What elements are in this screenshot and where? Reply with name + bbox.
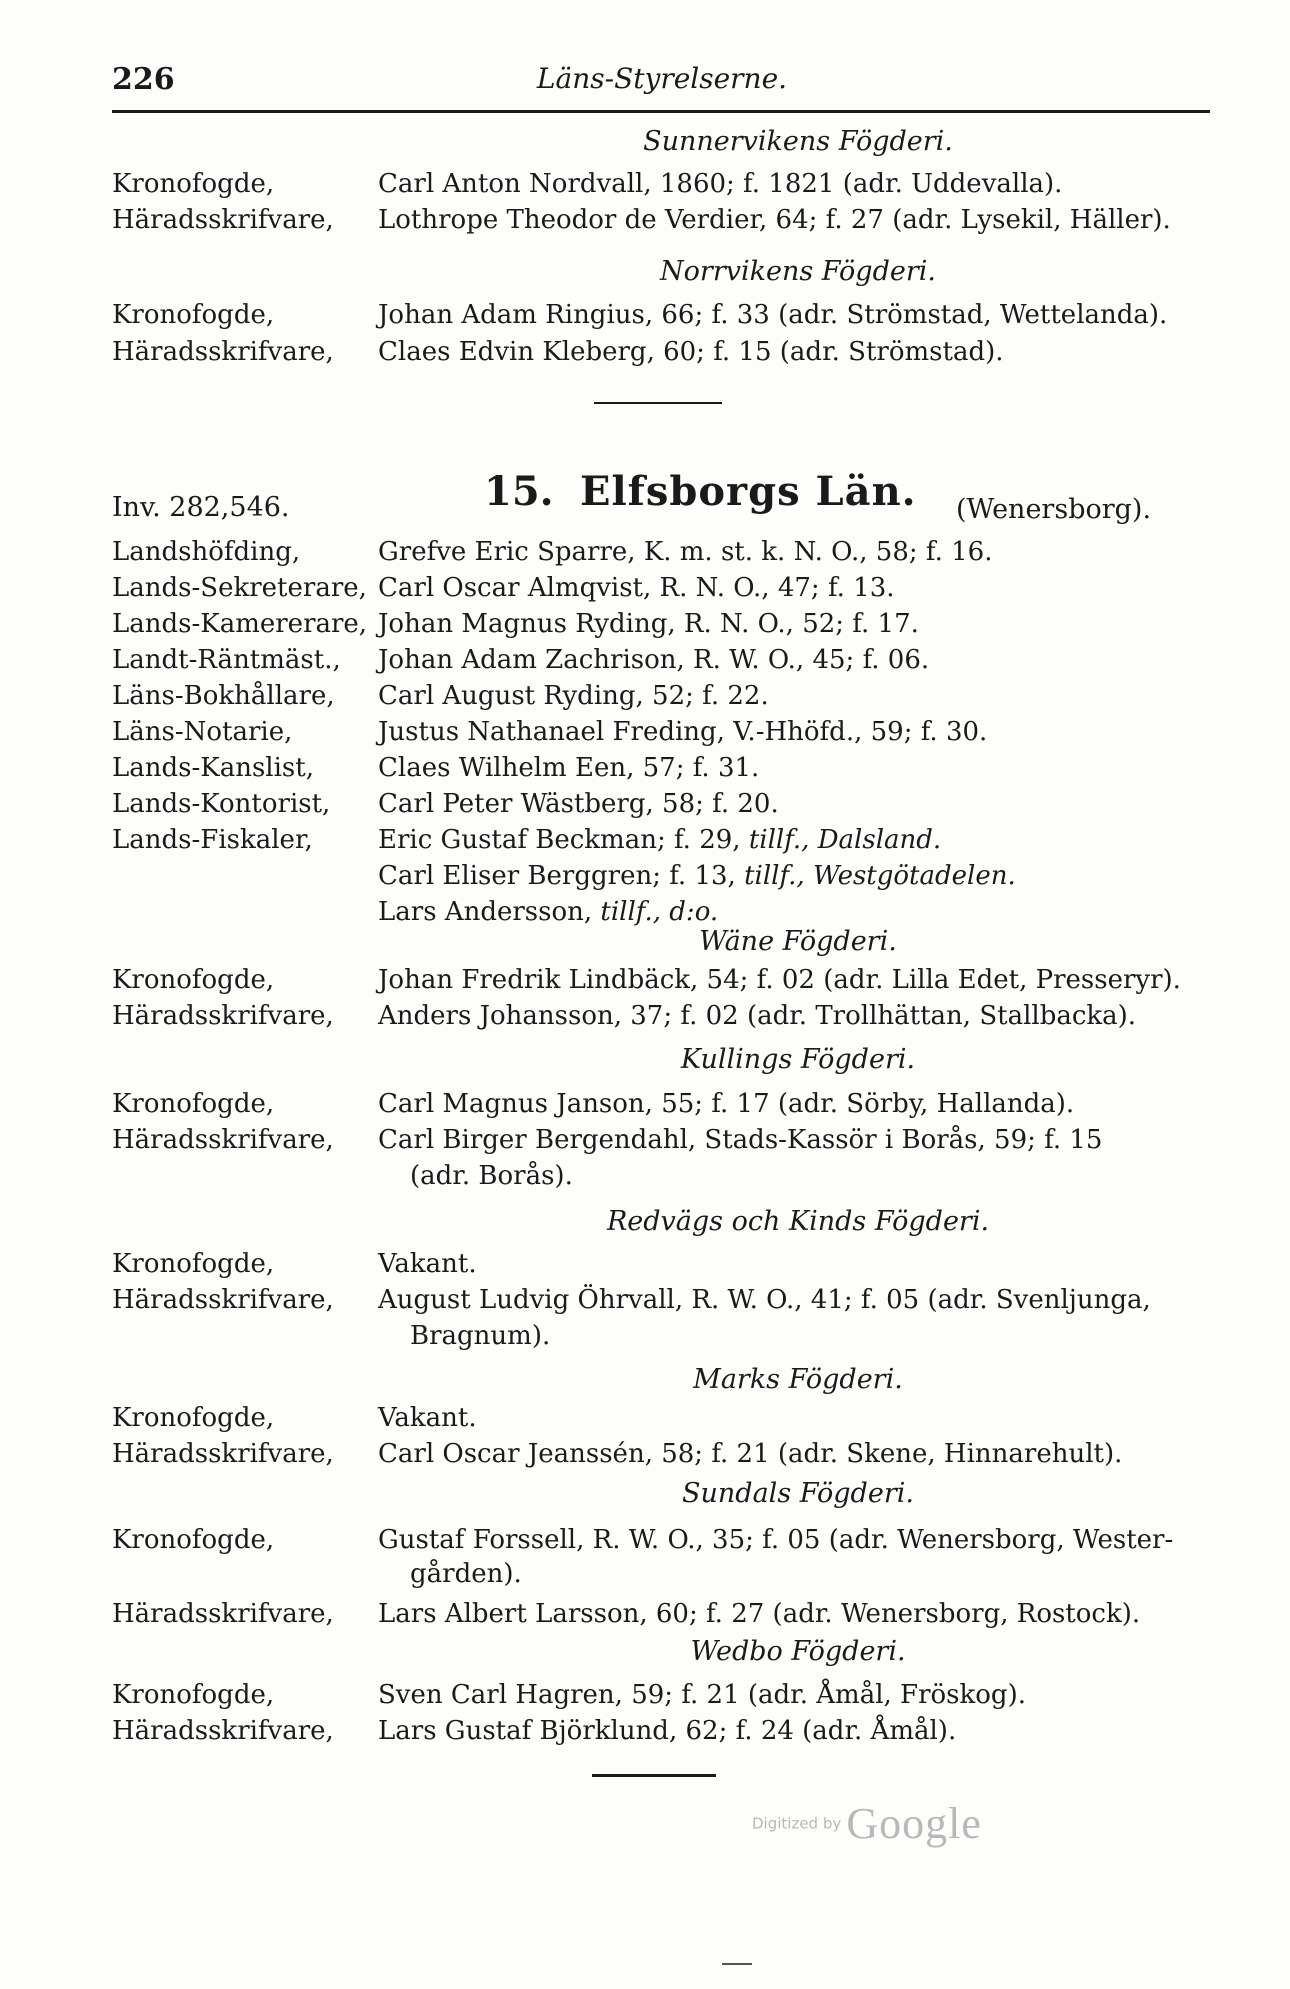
official-text: Johan Magnus Ryding, R. N. O., 52; f. 17.: [378, 609, 919, 639]
section-title-sunnervikens: Sunnervikens Fögderi.: [643, 126, 953, 157]
fiskal-text: Lars Andersson,: [378, 897, 593, 927]
official-label: Lands-Kamererare,: [112, 609, 368, 639]
entry-label: Kronofogde,: [112, 1089, 275, 1119]
entry-label: Kronofogde,: [112, 1525, 275, 1555]
entry-text: Carl Oscar Jeanssén, 58; f. 21 (adr. Skene, Hinnarehult).: [378, 1439, 1123, 1469]
entry-text: Lothrope Theodor de Verdier, 64; f. 27 (adr. Lysekil, Häller).: [378, 205, 1171, 235]
section-title-marks: Marks Fögderi.: [693, 1364, 903, 1395]
fiskal-note: tillf., d:o.: [600, 897, 719, 927]
entry-text: Sven Carl Hagren, 59; f. 21 (adr. Åmål, Fröskog).: [378, 1680, 1026, 1710]
official-text: Carl Peter Wästberg, 58; f. 20.: [378, 789, 779, 819]
entry-label: Häradsskrifvare,: [112, 1001, 334, 1031]
fiskal-text: Eric Gustaf Beckman; f. 29,: [378, 825, 741, 855]
entry-text: Lars Gustaf Björklund, 62; f. 24 (adr. Åmål).: [378, 1716, 957, 1746]
lan-seat: (Wenersborg).: [956, 494, 1152, 525]
official-label: Läns-Bokhållare,: [112, 681, 335, 711]
official-label: Läns-Notarie,: [112, 717, 293, 747]
official-text: Justus Nathanael Freding, V.-Hhöfd., 59; f. 30.: [378, 717, 988, 747]
fiskaler-label: Lands-Fiskaler,: [112, 825, 313, 855]
entry-text: Carl Birger Bergendahl, Stads-Kassör i Borås, 59; f. 15: [378, 1125, 1103, 1155]
official-text: Carl Oscar Almqvist, R. N. O., 47; f. 13.: [378, 573, 895, 603]
entry-label: Häradsskrifvare,: [112, 1125, 334, 1155]
entry-label: Kronofogde,: [112, 1403, 275, 1433]
entry-label: Häradsskrifvare,: [112, 205, 334, 235]
section-title-sundals: Sundals Fögderi.: [682, 1478, 914, 1509]
entry-label: Häradsskrifvare,: [112, 337, 334, 367]
official-label: Landt-Räntmäst.,: [112, 645, 341, 675]
entry-label: Häradsskrifvare,: [112, 1439, 334, 1469]
entry-text: Vakant.: [378, 1403, 477, 1433]
entry-label: Häradsskrifvare,: [112, 1285, 334, 1315]
entry-label: Häradsskrifvare,: [112, 1599, 334, 1629]
entry-label: Häradsskrifvare,: [112, 1716, 334, 1746]
section-title-kullings: Kullings Fögderi.: [680, 1044, 916, 1075]
fiskal-entry: [378, 820, 1218, 860]
entry-text: Vakant.: [378, 1249, 477, 1279]
entry-text: Carl Anton Nordvall, 1860; f. 1821 (adr. Uddevalla).: [378, 169, 1063, 199]
official-label: Lands-Kontorist,: [112, 789, 331, 819]
section-title-norrvikens: Norrvikens Fögderi.: [660, 256, 936, 287]
entry-text: Carl Magnus Janson, 55; f. 17 (adr. Sörby, Hallanda).: [378, 1089, 1075, 1119]
fiskal-entry: [378, 856, 1218, 896]
lan-title: Elfsborgs Län.: [580, 468, 917, 515]
entry-continuation: Bragnum).: [410, 1321, 551, 1351]
official-label: Lands-Sekreterare,: [112, 573, 367, 603]
official-text: Johan Adam Zachrison, R. W. O., 45; f. 06.: [378, 645, 930, 675]
page-number: 226: [112, 62, 175, 97]
entry-continuation: (adr. Borås).: [410, 1161, 573, 1191]
page-header: [112, 62, 1212, 112]
official-text: Carl August Ryding, 52; f. 22.: [378, 681, 769, 711]
entry-text: Gustaf Forssell, R. W. O., 35; f. 05 (adr. Wenersborg, Wester-: [378, 1525, 1174, 1555]
fiskal-note: tillf., Dalsland.: [748, 825, 942, 855]
lan-number: 15.: [484, 468, 554, 515]
entry-text: Anders Johansson, 37; f. 02 (adr. Trollhättan, Stallbacka).: [378, 1001, 1137, 1031]
fiskal-note: tillf., Westgötadelen.: [744, 861, 1016, 891]
entry-label: Kronofogde,: [112, 300, 275, 330]
entry-label: Kronofogde,: [112, 1249, 275, 1279]
section-title-redvags: Redvägs och Kinds Fögderi.: [606, 1206, 990, 1237]
entry-text: August Ludvig Öhrvall, R. W. O., 41; f. 05 (adr. Svenljunga,: [378, 1285, 1151, 1315]
official-label: Lands-Kanslist,: [112, 753, 314, 783]
section-title-wane: Wäne Fögderi.: [699, 926, 897, 957]
section-title-wedbo: Wedbo Fögderi.: [690, 1636, 906, 1667]
entry-continuation: gården).: [410, 1559, 522, 1589]
official-label: Landshöfding,: [112, 537, 301, 567]
digitized-watermark: [752, 1798, 982, 1849]
official-text: Claes Wilhelm Een, 57; f. 31.: [378, 753, 760, 783]
section-divider: [592, 1774, 716, 1777]
entry-text: Claes Edvin Kleberg, 60; f. 15 (adr. Strömstad).: [378, 337, 1004, 367]
section-divider: [594, 402, 722, 404]
header-rule: [112, 110, 1210, 113]
entry-text: Johan Fredrik Lindbäck, 54; f. 02 (adr. Lilla Edet, Presseryr).: [378, 965, 1181, 995]
running-head: Läns-Styrelserne.: [536, 62, 788, 95]
entry-label: Kronofogde,: [112, 965, 275, 995]
entry-label: Kronofogde,: [112, 169, 275, 199]
watermark-prefix: Digitized by: [752, 1814, 842, 1833]
official-text: Grefve Eric Sparre, K. m. st. k. N. O., 58; f. 16.: [378, 537, 993, 567]
entry-text: Johan Adam Ringius, 66; f. 33 (adr. Strömstad, Wettelanda).: [378, 300, 1168, 330]
entry-label: Kronofogde,: [112, 1680, 275, 1710]
fiskal-text: Carl Eliser Berggren; f. 13,: [378, 861, 736, 891]
google-logo-text: Google: [846, 1799, 982, 1848]
footer-mark: [722, 1963, 752, 1965]
inventory-number: Inv. 282,546.: [112, 492, 290, 523]
entry-text: Lars Albert Larsson, 60; f. 27 (adr. Wenersborg, Rostock).: [378, 1599, 1141, 1629]
